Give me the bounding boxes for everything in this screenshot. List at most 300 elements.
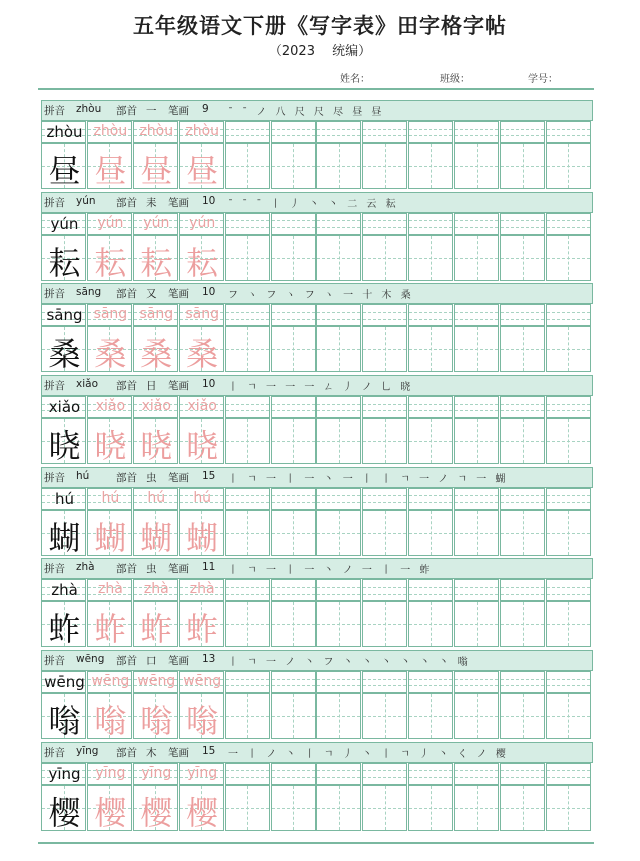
pinyin-cell[interactable]	[408, 121, 453, 143]
character-model: 蝴	[48, 518, 81, 557]
pinyin-cell[interactable]	[316, 213, 361, 235]
pinyin-cell	[179, 121, 224, 143]
pinyin-cell	[179, 213, 224, 235]
pinyin-cell[interactable]	[225, 488, 270, 510]
tianzige-cell[interactable]	[362, 601, 407, 647]
pinyin-value: yún	[76, 194, 96, 207]
pinyin-trace: wēng	[91, 673, 130, 690]
tianzige-cell[interactable]	[454, 326, 499, 372]
tianzige-cell	[87, 785, 132, 831]
pinyin-model: hú	[54, 489, 74, 508]
pinyin-trace: zhòu	[93, 123, 128, 139]
tianzige-cell	[87, 693, 132, 739]
pinyin-cell[interactable]	[362, 304, 407, 326]
tianzige-cell[interactable]	[362, 693, 407, 739]
tianzige-cell[interactable]	[500, 418, 545, 464]
pinyin-cell[interactable]	[546, 304, 591, 326]
pinyin-label: 拼音	[44, 746, 65, 759]
pinyin-cell[interactable]	[225, 579, 270, 601]
bottom-divider	[38, 842, 594, 844]
pinyin-cell[interactable]	[225, 396, 270, 418]
pinyin-trace: yún	[189, 214, 216, 231]
pinyin-row	[41, 488, 593, 510]
pinyin-cell	[87, 671, 132, 693]
pinyin-cell[interactable]	[362, 396, 407, 418]
pinyin-cell	[87, 396, 132, 418]
tianzige-cell[interactable]	[408, 418, 453, 464]
character-trace: 蝴	[140, 518, 173, 557]
pinyin-cell[interactable]	[546, 396, 591, 418]
pinyin-cell[interactable]	[500, 671, 545, 693]
tianzige-cell[interactable]	[271, 601, 316, 647]
pinyin-trace: wēng	[137, 673, 176, 690]
tianzige-cell[interactable]	[225, 235, 270, 281]
tianzige-cell[interactable]	[362, 510, 407, 556]
tianzige-cell[interactable]	[271, 785, 316, 831]
tianzige-cell	[133, 143, 178, 189]
pinyin-cell[interactable]	[500, 304, 545, 326]
pinyin-cell[interactable]	[316, 121, 361, 143]
stroke-order: 丨 ㄱ 一 ノ 丶 フ 丶 丶 丶 丶 丶 丶 嗡	[228, 657, 471, 669]
pinyin-cell	[133, 304, 178, 326]
radical-label: 部首	[116, 105, 137, 117]
character-model: 桑	[48, 335, 81, 374]
tianzige-cell[interactable]	[316, 693, 361, 739]
pinyin-cell[interactable]	[408, 304, 453, 326]
character-row	[41, 326, 593, 372]
tianzige-cell[interactable]	[408, 235, 453, 281]
tianzige-cell[interactable]	[500, 510, 545, 556]
character-info-header	[41, 192, 593, 213]
pinyin-value: wēng	[76, 653, 105, 666]
pinyin-label: 拼音	[44, 380, 65, 393]
pinyin-label: 拼音	[44, 288, 65, 301]
radical-value: 口	[146, 655, 157, 668]
tianzige-cell[interactable]	[225, 326, 270, 372]
character-block	[41, 192, 593, 283]
pinyin-trace: sāng	[185, 306, 219, 323]
character-row	[41, 601, 593, 647]
tianzige-cell[interactable]	[408, 326, 453, 372]
radical-label: 部首	[116, 563, 137, 576]
pinyin-model: xiǎo	[48, 398, 81, 417]
pinyin-cell[interactable]	[546, 579, 591, 601]
pinyin-cell[interactable]	[454, 763, 499, 785]
pinyin-cell	[41, 396, 86, 418]
tianzige-cell[interactable]	[546, 510, 591, 556]
character-trace: 昼	[140, 152, 173, 190]
pinyin-cell	[41, 304, 86, 326]
stroke-order: 丨 ㄱ 一 一 一 ㄥ 丿 ノ 乚 晓	[228, 382, 414, 394]
pinyin-cell[interactable]	[500, 213, 545, 235]
pinyin-cell[interactable]	[271, 671, 316, 693]
tianzige-cell	[87, 326, 132, 372]
pinyin-cell[interactable]	[454, 213, 499, 235]
pinyin-cell[interactable]	[271, 213, 316, 235]
stroke-order: 丨 ㄱ 一 丨 一 丶 一 丨 丨 ㄱ 一 ノ ㄱ 一 蝴	[228, 473, 509, 485]
pinyin-cell[interactable]	[316, 671, 361, 693]
character-trace: 蚱	[186, 610, 219, 649]
tianzige-cell[interactable]	[408, 143, 453, 189]
character-model: 樱	[48, 793, 81, 832]
tianzige-cell[interactable]	[271, 510, 316, 556]
character-trace: 耘	[94, 243, 127, 282]
pinyin-label: 拼音	[44, 563, 65, 576]
tianzige-cell	[41, 326, 86, 372]
tianzige-cell[interactable]	[316, 326, 361, 372]
pinyin-cell[interactable]	[362, 579, 407, 601]
character-model: 耘	[48, 243, 81, 282]
pinyin-row	[41, 763, 593, 785]
pinyin-cell	[133, 763, 178, 785]
tianzige-cell[interactable]	[362, 418, 407, 464]
character-trace: 昼	[94, 152, 127, 190]
pinyin-cell	[133, 579, 178, 601]
character-trace: 桑	[140, 335, 173, 374]
tianzige-cell[interactable]	[225, 693, 270, 739]
tianzige-cell[interactable]	[546, 601, 591, 647]
pinyin-value: zhà	[76, 561, 95, 574]
radical-value: 虫	[146, 563, 157, 576]
character-block	[41, 742, 593, 833]
tianzige-cell[interactable]	[454, 785, 499, 831]
strokes-value: 10	[202, 194, 216, 207]
character-trace: 桑	[186, 335, 219, 374]
strokes-value: 13	[202, 653, 216, 666]
stroke-order: 一 丨 ノ 丶 丨 ㄱ 丿 丶 丨 ㄱ 丿 丶 く ノ 樱	[228, 748, 509, 760]
pinyin-cell[interactable]	[271, 304, 316, 326]
radical-value: 木	[146, 746, 157, 759]
tianzige-cell[interactable]	[546, 418, 591, 464]
pinyin-trace: zhà	[189, 581, 215, 598]
radical-label: 部首	[116, 746, 137, 759]
character-info-header	[41, 742, 593, 763]
pinyin-trace: zhà	[97, 581, 123, 598]
character-info-header	[41, 558, 593, 579]
tianzige-cell[interactable]	[546, 326, 591, 372]
pinyin-cell[interactable]	[408, 579, 453, 601]
character-row	[41, 418, 593, 464]
tianzige-cell	[133, 235, 178, 281]
pinyin-cell[interactable]	[408, 488, 453, 510]
tianzige-cell	[87, 510, 132, 556]
pinyin-cell[interactable]	[225, 671, 270, 693]
pinyin-value: sāng	[76, 286, 102, 299]
tianzige-cell[interactable]	[316, 418, 361, 464]
tianzige-cell[interactable]	[225, 785, 270, 831]
tianzige-cell	[41, 510, 86, 556]
practice-sheet	[41, 100, 593, 834]
tianzige-cell	[41, 143, 86, 189]
pinyin-cell	[179, 396, 224, 418]
pinyin-cell[interactable]	[362, 763, 407, 785]
strokes-label: 笔画	[168, 196, 189, 209]
pinyin-cell	[179, 671, 224, 693]
pinyin-cell	[41, 213, 86, 235]
tianzige-cell[interactable]	[316, 785, 361, 831]
tianzige-cell[interactable]	[225, 418, 270, 464]
character-model: 蚱	[48, 610, 81, 649]
tianzige-cell	[133, 601, 178, 647]
stroke-order: フ ヽ フ ヽ フ ヽ 一 十 木 桑	[228, 290, 414, 302]
tianzige-cell[interactable]	[454, 418, 499, 464]
character-info-header	[41, 375, 593, 396]
pinyin-model: sāng	[46, 306, 83, 325]
character-trace: 蚱	[94, 610, 127, 649]
pinyin-trace: xiǎo	[187, 398, 217, 415]
pinyin-trace: zhà	[143, 581, 169, 598]
pinyin-trace: xiǎo	[95, 398, 126, 415]
pinyin-cell	[133, 671, 178, 693]
pinyin-cell[interactable]	[316, 763, 361, 785]
tianzige-cell[interactable]	[316, 235, 361, 281]
pinyin-cell[interactable]	[546, 763, 591, 785]
pinyin-cell[interactable]	[316, 396, 361, 418]
pinyin-cell[interactable]	[271, 121, 316, 143]
pinyin-cell[interactable]	[271, 579, 316, 601]
pinyin-trace: yún	[143, 214, 170, 231]
pinyin-label: 拼音	[44, 655, 65, 668]
tianzige-cell[interactable]	[546, 693, 591, 739]
pinyin-value: zhòu	[76, 103, 102, 115]
tianzige-cell[interactable]	[271, 693, 316, 739]
pinyin-cell	[133, 121, 178, 143]
strokes-label: 笔画	[168, 288, 189, 301]
tianzige-cell[interactable]	[362, 785, 407, 831]
tianzige-cell[interactable]	[500, 235, 545, 281]
tianzige-cell[interactable]	[271, 418, 316, 464]
pinyin-cell[interactable]	[500, 121, 545, 143]
character-block	[41, 283, 593, 374]
pinyin-cell	[41, 763, 86, 785]
pinyin-cell[interactable]	[362, 213, 407, 235]
pinyin-row	[41, 579, 593, 601]
strokes-value: 10	[202, 286, 216, 299]
radical-value: 日	[146, 380, 157, 393]
tianzige-cell[interactable]	[546, 235, 591, 281]
character-trace: 嗡	[94, 702, 127, 741]
pinyin-cell[interactable]	[362, 488, 407, 510]
pinyin-cell[interactable]	[546, 121, 591, 143]
tianzige-cell[interactable]	[225, 601, 270, 647]
tianzige-cell	[41, 601, 86, 647]
character-info-header	[41, 283, 593, 304]
pinyin-cell	[179, 763, 224, 785]
pinyin-cell[interactable]	[271, 763, 316, 785]
tianzige-cell	[87, 418, 132, 464]
pinyin-cell[interactable]	[454, 488, 499, 510]
tianzige-cell[interactable]	[500, 326, 545, 372]
pinyin-cell[interactable]	[316, 304, 361, 326]
pinyin-cell[interactable]	[225, 213, 270, 235]
pinyin-cell[interactable]	[546, 488, 591, 510]
pinyin-model: yún	[50, 214, 79, 233]
tianzige-cell[interactable]	[546, 785, 591, 831]
radical-label: 部首	[116, 471, 137, 484]
character-row	[41, 693, 593, 739]
pinyin-cell[interactable]	[316, 488, 361, 510]
radical-label: 部首	[116, 380, 137, 393]
pinyin-cell[interactable]	[546, 213, 591, 235]
pinyin-trace: zhòu	[185, 123, 220, 139]
character-trace: 樱	[186, 793, 219, 832]
pinyin-cell[interactable]	[408, 213, 453, 235]
pinyin-trace: yīng	[95, 764, 126, 781]
tianzige-cell	[41, 785, 86, 831]
pinyin-cell[interactable]	[271, 488, 316, 510]
pinyin-cell[interactable]	[408, 763, 453, 785]
tianzige-cell[interactable]	[271, 235, 316, 281]
pinyin-cell[interactable]	[271, 396, 316, 418]
pinyin-trace: sāng	[139, 306, 174, 323]
pinyin-cell[interactable]	[454, 579, 499, 601]
stroke-order: 丨 ㄱ 一 丨 一 丶 ノ 一 丨 一 蚱	[228, 565, 433, 577]
character-model: 晓	[48, 427, 81, 466]
tianzige-cell[interactable]	[546, 143, 591, 189]
pinyin-cell[interactable]	[454, 121, 499, 143]
pinyin-cell[interactable]	[454, 304, 499, 326]
tianzige-cell	[87, 601, 132, 647]
pinyin-row	[41, 121, 593, 143]
tianzige-cell[interactable]	[362, 235, 407, 281]
tianzige-cell	[133, 510, 178, 556]
pinyin-label: 拼音	[44, 196, 65, 209]
tianzige-cell	[133, 418, 178, 464]
pinyin-cell[interactable]	[500, 579, 545, 601]
pinyin-value: hú	[76, 469, 90, 482]
character-trace: 耘	[140, 243, 173, 282]
stroke-order: ˉ ˉ ˉ 丨 丿 丶 丶 二 云 耘	[228, 198, 399, 210]
pinyin-cell[interactable]	[408, 671, 453, 693]
tianzige-cell	[87, 235, 132, 281]
tianzige-cell	[179, 235, 224, 281]
pinyin-row	[41, 213, 593, 235]
number-label: 学号：	[528, 74, 558, 85]
pinyin-row	[41, 396, 593, 418]
tianzige-cell[interactable]	[454, 510, 499, 556]
pinyin-row	[41, 304, 593, 326]
character-row	[41, 235, 593, 281]
pinyin-cell[interactable]	[225, 763, 270, 785]
tianzige-cell[interactable]	[225, 510, 270, 556]
top-divider	[38, 88, 594, 90]
page-title: 五年级语文下册《写字表》田字格字帖	[133, 14, 507, 38]
tianzige-cell	[133, 693, 178, 739]
stroke-order: ˉ ˉ ノ 八 尺 尺 尽 昼 昼	[228, 107, 385, 118]
tianzige-cell[interactable]	[408, 601, 453, 647]
pinyin-row	[41, 671, 593, 693]
pinyin-cell[interactable]	[546, 671, 591, 693]
pinyin-cell[interactable]	[500, 488, 545, 510]
character-trace: 樱	[94, 793, 127, 832]
character-trace: 晓	[94, 427, 127, 466]
tianzige-cell[interactable]	[271, 143, 316, 189]
tianzige-cell[interactable]	[362, 143, 407, 189]
character-trace: 晓	[140, 427, 173, 466]
character-trace: 蝴	[186, 518, 219, 557]
tianzige-cell[interactable]	[500, 143, 545, 189]
tianzige-cell[interactable]	[408, 693, 453, 739]
tianzige-cell[interactable]	[500, 693, 545, 739]
character-row	[41, 510, 593, 556]
radical-value: 一	[146, 105, 157, 117]
strokes-value: 10	[202, 378, 216, 391]
pinyin-cell	[133, 488, 178, 510]
character-block	[41, 467, 593, 558]
tianzige-cell	[87, 143, 132, 189]
tianzige-cell[interactable]	[500, 785, 545, 831]
character-trace: 耘	[186, 243, 219, 282]
tianzige-cell	[179, 785, 224, 831]
tianzige-cell[interactable]	[362, 326, 407, 372]
pinyin-cell[interactable]	[316, 579, 361, 601]
pinyin-cell[interactable]	[454, 396, 499, 418]
tianzige-cell	[179, 326, 224, 372]
pinyin-cell[interactable]	[500, 396, 545, 418]
pinyin-cell[interactable]	[500, 763, 545, 785]
character-trace: 樱	[140, 793, 173, 832]
pinyin-trace: xiǎo	[141, 398, 171, 415]
tianzige-cell[interactable]	[316, 510, 361, 556]
strokes-label: 笔画	[168, 380, 189, 393]
pinyin-cell[interactable]	[225, 121, 270, 143]
character-trace: 嗡	[186, 702, 219, 741]
character-trace: 晓	[186, 427, 219, 466]
pinyin-cell	[87, 121, 132, 143]
tianzige-cell[interactable]	[225, 143, 270, 189]
pinyin-cell[interactable]	[225, 304, 270, 326]
tianzige-cell[interactable]	[316, 143, 361, 189]
tianzige-cell[interactable]	[454, 235, 499, 281]
character-info-header	[41, 467, 593, 488]
strokes-label: 笔画	[168, 746, 189, 759]
pinyin-trace: yīng	[187, 764, 218, 781]
tianzige-cell[interactable]	[454, 143, 499, 189]
tianzige-cell[interactable]	[316, 601, 361, 647]
pinyin-cell	[41, 671, 86, 693]
pinyin-cell	[41, 488, 86, 510]
tianzige-cell[interactable]	[271, 326, 316, 372]
tianzige-cell[interactable]	[408, 510, 453, 556]
pinyin-cell	[87, 304, 132, 326]
pinyin-model: wēng	[44, 673, 85, 692]
pinyin-trace: zhòu	[139, 123, 174, 139]
pinyin-cell	[87, 213, 132, 235]
tianzige-cell	[179, 601, 224, 647]
pinyin-value: xiǎo	[76, 378, 98, 391]
character-model: 昼	[48, 152, 81, 190]
tianzige-cell	[41, 235, 86, 281]
pinyin-cell	[87, 488, 132, 510]
radical-label: 部首	[116, 655, 137, 668]
tianzige-cell[interactable]	[454, 693, 499, 739]
character-trace: 蚱	[140, 610, 173, 649]
radical-value: 耒	[146, 196, 157, 209]
pinyin-cell[interactable]	[454, 671, 499, 693]
tianzige-cell[interactable]	[500, 601, 545, 647]
strokes-label: 笔画	[168, 471, 189, 484]
pinyin-cell	[133, 213, 178, 235]
pinyin-cell[interactable]	[362, 121, 407, 143]
pinyin-cell[interactable]	[408, 396, 453, 418]
strokes-value: 15	[202, 469, 216, 482]
page-subtitle: （2023 统编）	[268, 44, 372, 59]
tianzige-cell[interactable]	[408, 785, 453, 831]
pinyin-trace: yīng	[141, 764, 172, 781]
tianzige-cell[interactable]	[454, 601, 499, 647]
pinyin-cell[interactable]	[362, 671, 407, 693]
character-block	[41, 375, 593, 466]
